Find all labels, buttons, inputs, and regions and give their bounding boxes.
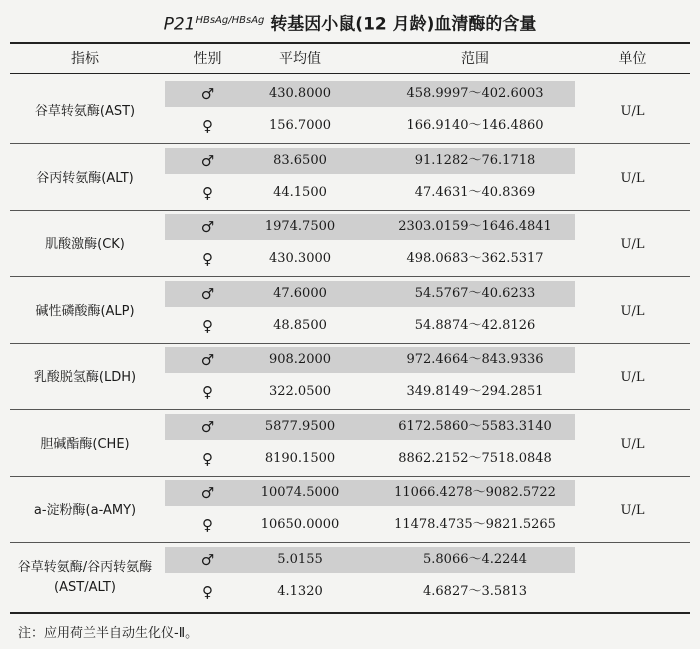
female-mean: 48.8500 xyxy=(273,317,327,333)
indicator-name xyxy=(10,558,160,598)
indicator-name: a-淀粉酶(a-AMY) xyxy=(33,503,137,518)
indicator-unit: U/L xyxy=(620,370,645,385)
top-rule xyxy=(10,42,690,44)
male-mean: 47.6000 xyxy=(273,285,327,301)
female-symbol: ♀ xyxy=(202,117,213,135)
indicator-name-line1: 谷草转氨酶/谷丙转氨酶 xyxy=(17,559,153,575)
row-separator xyxy=(10,409,690,410)
male-range: 54.5767～40.6233 xyxy=(414,285,536,301)
male-range: 6172.5860～5583.3140 xyxy=(398,418,552,434)
female-mean: 10650.0000 xyxy=(260,517,340,532)
male-symbol: ♂ xyxy=(200,218,215,236)
male-mean: 908.2000 xyxy=(268,352,332,367)
male-mean: 83.6500 xyxy=(273,152,327,168)
table-note: 注：应用荷兰半自动生化仪-Ⅱ。 xyxy=(18,626,199,641)
bottom-rule xyxy=(10,612,690,614)
female-symbol: ♀ xyxy=(202,316,213,335)
row-separator xyxy=(10,476,690,477)
indicator-unit: U/L xyxy=(620,503,645,518)
female-mean: 322.0500 xyxy=(268,384,332,399)
indicator-name: 乳酸脱氢酶(LDH) xyxy=(33,370,137,385)
title-prefix: P21 xyxy=(163,14,196,35)
female-mean: 8190.1500 xyxy=(264,450,336,466)
male-mean: 5877.9500 xyxy=(264,418,336,434)
row-separator xyxy=(10,276,690,277)
female-range: 47.4631～40.8369 xyxy=(414,184,536,200)
female-range: 8862.2152～7518.0848 xyxy=(398,450,552,466)
row-separator xyxy=(10,542,690,543)
male-symbol: ♂ xyxy=(200,484,215,502)
indicator-name-line2: (AST/ALT) xyxy=(54,579,116,595)
female-mean: 44.1500 xyxy=(273,184,327,200)
row-separator xyxy=(10,210,690,211)
female-symbol: ♀ xyxy=(202,582,213,601)
title-text: 转基因小鼠(12 月龄)血清酶的含量 xyxy=(270,14,537,35)
female-mean: 4.1320 xyxy=(277,583,323,599)
male-mean: 1974.7500 xyxy=(264,219,336,234)
female-mean: 430.3000 xyxy=(268,251,332,266)
female-range: 11478.4735～9821.5265 xyxy=(394,517,556,532)
row-separator xyxy=(10,343,690,344)
male-mean: 5.0155 xyxy=(277,551,323,567)
male-range: 11066.4278～9082.5722 xyxy=(394,485,556,500)
female-symbol: ♀ xyxy=(202,449,213,468)
male-mean: 430.8000 xyxy=(268,86,332,101)
header-mean: 平均值 xyxy=(279,51,321,67)
male-mean: 10074.5000 xyxy=(260,485,340,500)
indicator-unit: U/L xyxy=(620,170,645,186)
title-superscript: HBsAg/HBsAg xyxy=(195,15,265,26)
female-symbol: ♀ xyxy=(202,250,213,268)
male-symbol: ♂ xyxy=(200,550,215,569)
male-symbol: ♂ xyxy=(200,284,215,303)
row-separator xyxy=(10,143,690,144)
female-symbol: ♀ xyxy=(202,183,213,202)
female-range: 4.6827～3.5813 xyxy=(423,583,527,599)
female-symbol: ♀ xyxy=(202,383,213,401)
male-range: 5.8066～4.2244 xyxy=(423,551,527,567)
female-range: 54.8874～42.8126 xyxy=(414,317,536,333)
male-range: 91.1282～76.1718 xyxy=(414,152,536,168)
header-unit: 单位 xyxy=(618,51,647,67)
indicator-name: 胆碱酯酶(CHE) xyxy=(40,436,130,452)
header-range: 范围 xyxy=(461,51,489,67)
header-rule xyxy=(10,73,690,74)
indicator-unit: U/L xyxy=(620,303,645,319)
header-sex: 性别 xyxy=(193,51,222,67)
female-range: 498.0683～362.5317 xyxy=(406,251,544,266)
male-range: 458.9997～402.6003 xyxy=(406,86,544,101)
indicator-name: 碱性磷酸酶(ALP) xyxy=(35,303,135,319)
male-symbol: ♂ xyxy=(200,417,215,436)
header-indicator: 指标 xyxy=(71,51,99,67)
male-symbol: ♂ xyxy=(200,85,215,103)
male-symbol: ♂ xyxy=(200,151,215,170)
female-symbol: ♀ xyxy=(202,516,213,534)
female-mean: 156.7000 xyxy=(268,118,332,133)
female-range: 349.8149～294.2851 xyxy=(406,384,544,399)
indicator-unit: U/L xyxy=(620,104,645,119)
indicator-name: 肌酸激酶(CK) xyxy=(45,237,125,252)
indicator-name: 谷丙转氨酶(ALT) xyxy=(36,170,134,186)
indicator-name: 谷草转氨酶(AST) xyxy=(34,104,136,119)
male-range: 972.4664～843.9336 xyxy=(406,352,544,367)
female-range: 166.9140～146.4860 xyxy=(406,118,544,133)
indicator-unit: U/L xyxy=(620,436,645,452)
table-title xyxy=(0,8,700,34)
indicator-unit: U/L xyxy=(620,237,645,252)
male-range: 2303.0159～1646.4841 xyxy=(398,219,552,234)
male-symbol: ♂ xyxy=(200,351,215,369)
